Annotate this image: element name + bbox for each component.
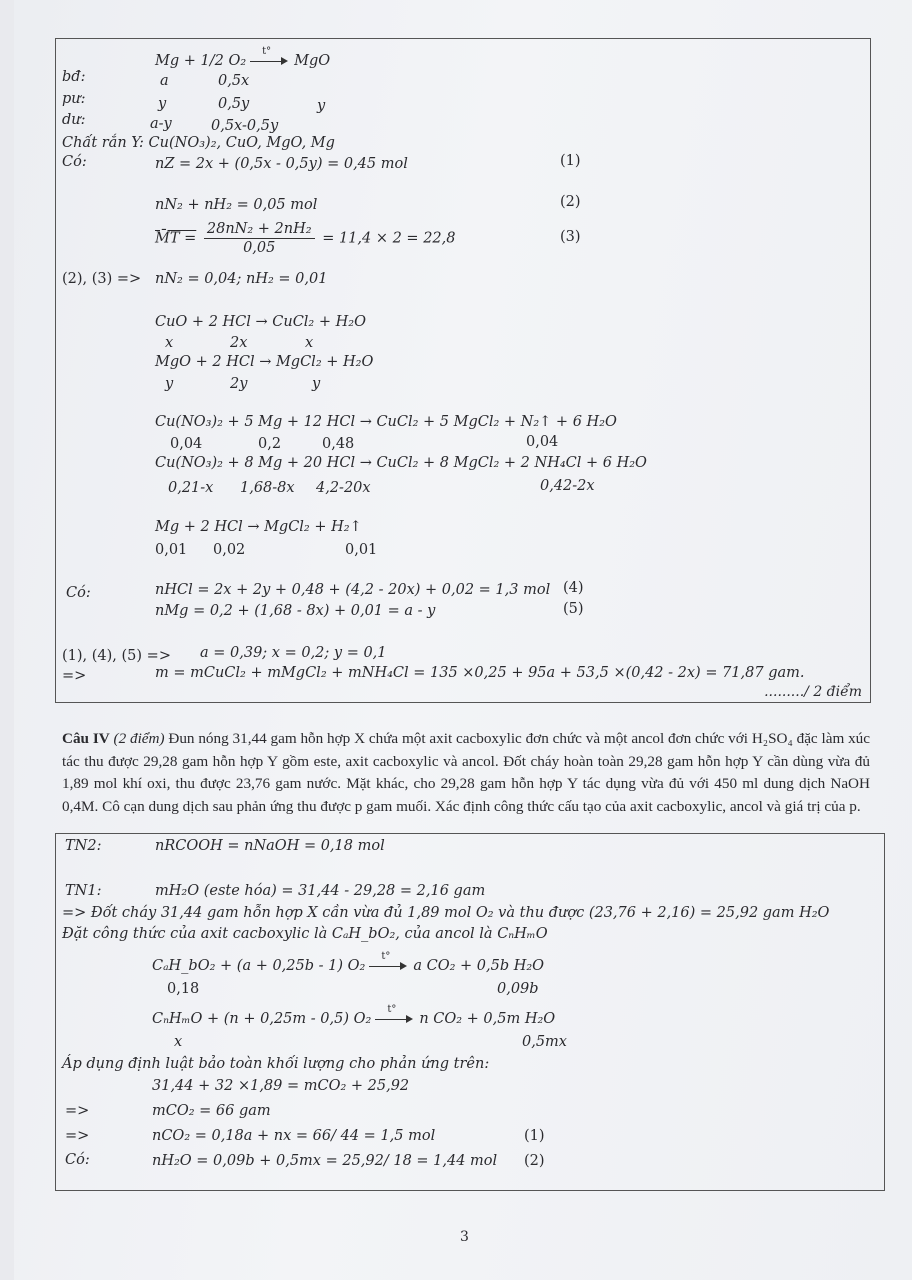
question-iv [62,728,870,818]
value: 1,68-8x [240,480,295,496]
value: 4,2-20x [316,480,371,496]
result-label: => [62,668,87,684]
equation-3: M̄T = $\frac{\text{28nN₂ + 2nH₂}}{0,05}$ = 11,4 × 2 = 22,8 [155,221,456,256]
equation-number: (2) [560,194,581,210]
equation-number: (1) [560,153,581,169]
label-co: Có: [66,585,91,601]
value: y [317,98,326,114]
question-points: (2 điểm) [113,730,165,747]
score-line: ........./ 2 điểm [764,684,862,700]
value: 0,09b [497,981,539,997]
result-2-3: nN₂ = 0,04; nH₂ = 0,01 [155,271,328,287]
result-label: (2), (3) => [62,271,142,287]
value: 0,21-x [168,480,214,496]
question-title: Câu IV [62,730,110,747]
reaction-mg-hcl: Mg + 2 HCl → MgCl₂ + H₂↑ [155,519,362,535]
mass-equation: 31,44 + 32 ×1,89 = mCO₂ + 25,92 [152,1078,410,1094]
final-result: m = mCuCl₂ + mMgCl₂ + mNH₄Cl = 135 ×0,25 + 95a + 53,5 ×(0,42 - 2x) = 71,87 gam. [155,665,805,681]
label-bd: bđ: [62,69,86,85]
value: x [165,335,174,351]
value: y [312,376,321,392]
value: 0,5x-0,5y [211,118,279,134]
value: y [158,96,167,112]
value: x [174,1034,183,1050]
result-label: => [65,1103,90,1119]
page-number: 3 [460,1229,469,1245]
label-pu: pư: [62,91,86,107]
value: 0,04 [526,434,559,450]
combustion-statement: => Đốt cháy 31,44 gam hỗn hợp X cần vừa đủ 1,89 mol O₂ và thu được (23,76 + 2,16) = 25,92 gam H₂O [62,905,830,921]
value: 0,02 [213,542,246,558]
tn2-equation: nRCOOH = nNaOH = 0,18 mol [155,838,385,854]
formula-statement: Đặt công thức của axit cacboxylic là CₐH_bO₂, của ancol là CₙHₘO [62,926,548,942]
tn1-equation: mH₂O (este hóa) = 31,44 - 29,28 = 2,16 gam [155,883,486,899]
value: 0,5y [218,96,250,112]
value: 2x [230,335,248,351]
nh2o-equation: nH₂O = 0,09b + 0,5mx = 25,92/ 18 = 1,44 mol [152,1153,498,1169]
value: 0,48 [322,436,355,452]
value: 0,5x [218,73,250,89]
equation-number: (1) [524,1128,545,1144]
value: x [305,335,314,351]
reaction-mg-o2: Mg + 1/2 O₂ t° MgO [155,46,331,69]
value: a-y [150,116,172,132]
label-co: Có: [65,1152,90,1168]
solid-y-line: Chất rắn Y: Cu(NO₃)₂, CuO, MgO, Mg [62,135,335,151]
value: 0,04 [170,436,203,452]
result-label: (1), (4), (5) => [62,648,171,664]
value: 0,01 [345,542,378,558]
equation-number: (4) [563,580,584,596]
value: 2y [230,376,248,392]
reaction-cuo-hcl: CuO + 2 HCl → CuCl₂ + H₂O [155,314,366,330]
nco2-equation: nCO₂ = 0,18a + nx = 66/ 44 = 1,5 mol [152,1128,436,1144]
value: 0,18 [167,981,200,997]
result-label: => [65,1128,90,1144]
value: 0,42-2x [540,478,595,494]
label-tn2: TN2: [65,838,102,854]
label-du: dư: [62,112,86,128]
label-tn1: TN1: [65,883,102,899]
value: a [160,73,169,89]
value: 0,5mx [522,1034,567,1050]
label-co: Có: [62,154,87,170]
mco2-result: mCO₂ = 66 gam [152,1103,271,1119]
reaction-acid-combustion: CₐH_bO₂ + (a + 0,25b - 1) O₂ t° a CO₂ + 0,5b H₂O [152,951,545,974]
mass-conservation-statement: Áp dụng định luật bảo toàn khối lượng cho phản ứng trên: [62,1056,490,1072]
value: 0,01 [155,542,188,558]
reaction-alcohol-combustion: CₙHₘO + (n + 0,25m - 0,5) O₂ t° n CO₂ + 0,5m H₂O [152,1004,556,1027]
reaction-nh4cl: Cu(NO₃)₂ + 8 Mg + 20 HCl → CuCl₂ + 8 MgCl₂ + 2 NH₄Cl + 6 H₂O [155,455,647,471]
question-text: Đun nóng 31,44 gam hỗn hợp X chứa một axit cacboxylic đơn chức và một ancol đơn chức với H₂SO₄ đặc làm xúc tác thu được 29,28 gam hỗn hợp Y gồm este, axit cacboxylic và ancol. Đốt cháy hoàn toàn 29,28 gam hỗn hợp Y cần dùng vừa đủ 1,89 mol khí oxi, thu được 23,76 gam nước. Mặt khác, cho 29,28 gam hỗn hợp Y tác dụng vừa đủ với 450 ml dung dịch NaOH 0,4M. Cô cạn dung dịch sau phản ứng thu được p gam muối. Xác định công thức cấu tạo của axit cacboxylic, ancol và giá trị của p. [62,730,870,815]
value: 0,2 [258,436,282,452]
equation-4: nHCl = 2x + 2y + 0,48 + (4,2 - 20x) + 0,02 = 1,3 mol [155,582,551,598]
result-1-4-5: a = 0,39; x = 0,2; y = 0,1 [200,645,387,661]
equation-1: nZ = 2x + (0,5x - 0,5y) = 0,45 mol [155,156,408,172]
equation-5: nMg = 0,2 + (1,68 - 8x) + 0,01 = a - y [155,603,436,619]
value: y [165,376,174,392]
equation-number: (2) [524,1153,545,1169]
equation-number: (3) [560,229,581,245]
reaction-n2: Cu(NO₃)₂ + 5 Mg + 12 HCl → CuCl₂ + 5 MgCl₂ + N₂↑ + 6 H₂O [155,414,617,430]
equation-2: nN₂ + nH₂ = 0,05 mol [155,197,318,213]
equation-number: (5) [563,601,584,617]
reaction-mgo-hcl: MgO + 2 HCl → MgCl₂ + H₂O [155,354,374,370]
